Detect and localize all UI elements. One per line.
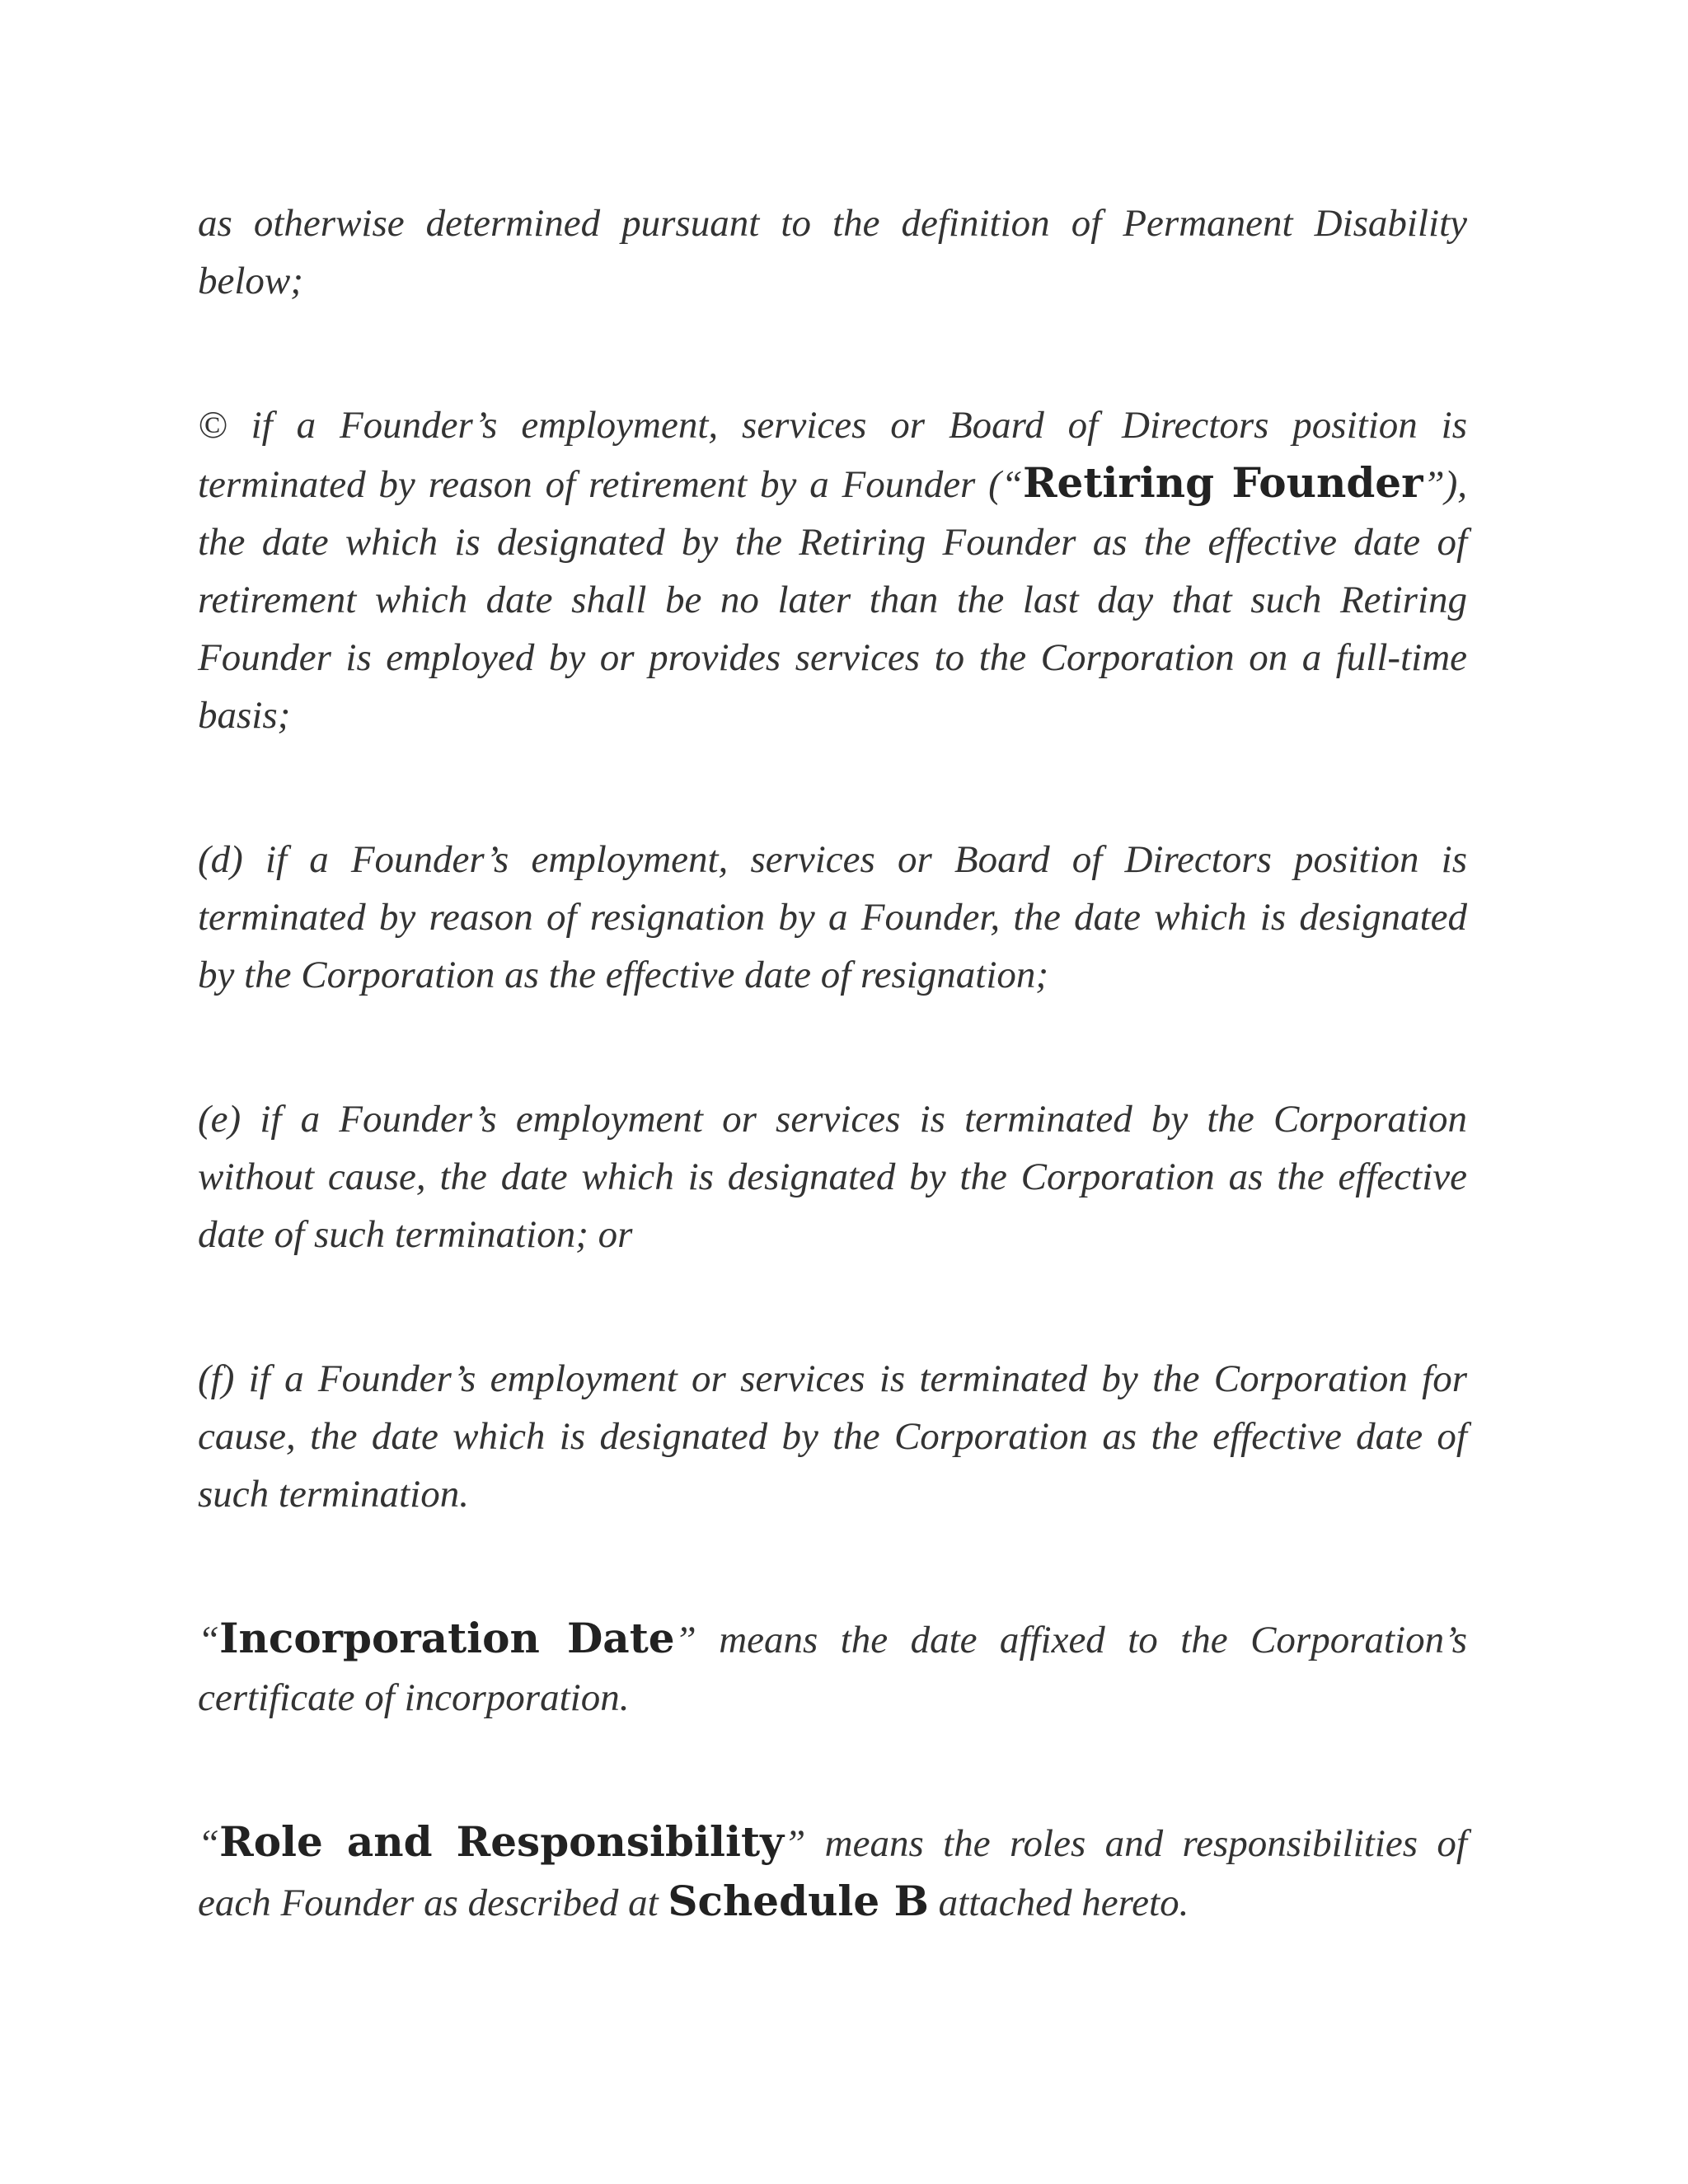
definition-role-and-responsibility — [198, 1813, 1467, 1932]
schedule-reference: Schedule B — [668, 1877, 929, 1925]
document-page — [198, 194, 1467, 1932]
definition-incorporation-date — [198, 1610, 1467, 1727]
paragraph-text-post: ”), the date which is designated by the Retiring Founder as the effective date of retirement which date shall be no later than the last day that such Retiring Founder is employed by or provides services to the Corporation on a full-time basis; — [198, 463, 1467, 737]
paragraph-permanent-disability-continuation — [198, 194, 1467, 310]
paragraph-text: (d) if a Founder’s employment, services or Board of Directors position is terminated by reason of resignation by a Founder, the date which is designated by the Corporation as the effective date of resignation; — [198, 838, 1467, 996]
paragraph-c-retirement — [198, 396, 1467, 744]
paragraph-f-for-cause — [198, 1350, 1467, 1523]
paragraph-d-resignation — [198, 831, 1467, 1004]
paragraph-text: as otherwise determined pursuant to the definition of Permanent Disability below; — [198, 202, 1467, 302]
paragraph-e-without-cause — [198, 1090, 1467, 1263]
paragraph-text-post: ” means the date affixed to the Corporation’s certificate of incorporation. — [198, 1619, 1468, 1719]
defined-term-role-and-responsibility: Role and Responsibility — [219, 1817, 785, 1866]
paragraph-text-pre: “ — [198, 1619, 220, 1661]
paragraph-text-pre: © if a Founder’s employment, services or Board of Directors position is terminated by reason of retirement by a Founder (“ — [198, 404, 1467, 506]
paragraph-text-mid: ” means the roles and responsibilities of each Founder as described at — [198, 1822, 1467, 1924]
paragraph-text-pre: “ — [198, 1822, 220, 1865]
paragraph-text: (e) if a Founder’s employment or services is terminated by the Corporation without cause, the date which is designated by the Corporation as the effective date of such termination; or — [198, 1098, 1467, 1256]
defined-term-retiring-founder: Retiring Founder — [1022, 458, 1423, 507]
paragraph-text-post: attached hereto. — [928, 1882, 1189, 1924]
defined-term-incorporation-date: Incorporation Date — [219, 1614, 675, 1662]
paragraph-text: (f) if a Founder’s employment or services is terminated by the Corporation for cause, the date which is designated by the Corporation as the effective date of such termination. — [198, 1357, 1467, 1516]
